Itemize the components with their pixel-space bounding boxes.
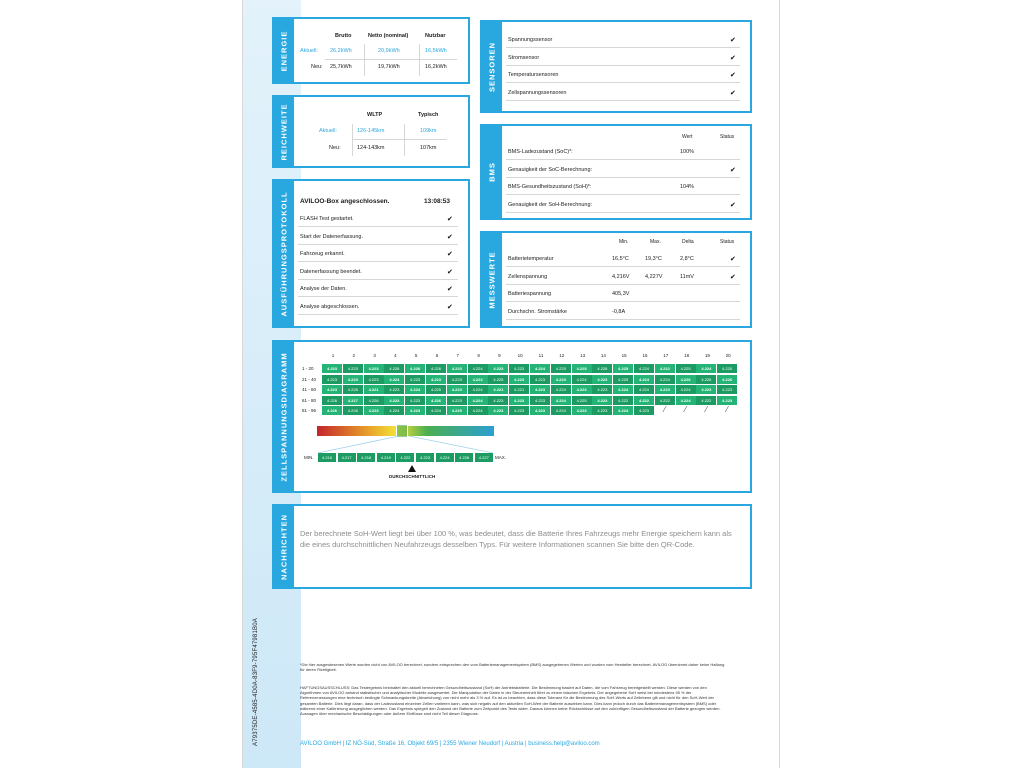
voltage-cell: 4.223 [530, 385, 550, 394]
messwerte-cell: 405,3V [612, 291, 630, 297]
messwerte-rule [506, 319, 740, 320]
bms-row-label: Genauigkeit der SoH-Berechnung: [508, 201, 593, 208]
reichweite-row-label: Aktuell: [319, 128, 338, 134]
voltage-cell: 4.222 [634, 396, 654, 405]
sensor-item: Stromsensor [508, 54, 540, 61]
energie-row-label: Aktuell: [300, 48, 319, 54]
column-number: 9 [498, 353, 501, 358]
bms-row-label: Genauigkeit der SoC-Berechnung: [508, 166, 593, 173]
bms-rule [506, 159, 740, 160]
voltage-cell: 4.223 [509, 375, 529, 384]
voltage-cell: 4.224 [551, 385, 571, 394]
protokoll-rule [298, 244, 458, 245]
voltage-cell: 4.223 [447, 375, 467, 384]
protokoll-rule [298, 226, 458, 227]
voltage-cell: 4.223 [447, 385, 467, 394]
messwerte-header-min: Min. [619, 239, 629, 245]
voltage-cell: 4.225 [488, 375, 508, 384]
column-number: 5 [414, 353, 418, 358]
column-number: 4 [394, 353, 397, 358]
voltage-cell: 4.224 [468, 385, 488, 394]
check-icon: ✔ [730, 273, 736, 281]
voltage-cell: 4.225 [551, 364, 571, 373]
voltage-cell: 4.224 [634, 375, 654, 384]
messwerte-side-label: MESSWERTE [482, 233, 502, 326]
messwerte-rule [506, 266, 740, 267]
voltage-cell: 4.222 [613, 396, 633, 405]
voltage-cell: 4.221 [364, 385, 384, 394]
voltage-cell: 4.226 [343, 385, 363, 394]
messwerte-rule [506, 301, 740, 302]
row-label: 61 - 80 [302, 397, 317, 403]
reichweite-cell: 124-143km [357, 145, 385, 151]
voltage-cell: 4.223 [717, 385, 737, 394]
voltage-cell: 4.225 [613, 375, 633, 384]
protokoll-item: Analyse abgeschlossen. [300, 303, 360, 310]
empty-cell: ⁄ [655, 406, 675, 415]
voltage-cell: 4.226 [696, 375, 716, 384]
protokoll-header: AVILOO-Box angeschlossen. [300, 198, 390, 205]
voltage-cell: 4.225 [426, 385, 446, 394]
voltage-cell: 4.221 [509, 385, 529, 394]
scale-cell: 4.219 [377, 453, 395, 462]
check-icon: ✔ [730, 89, 736, 97]
company-footer: AVILOO GmbH | IZ NÖ-Süd, Straße 16, Objekt 69/5 | 2355 Wiener Neudorf | Austria | business.help@aviloo.com [300, 741, 600, 747]
protokoll-item: Analyse der Daten. [300, 286, 347, 292]
column-number: 2 [352, 353, 356, 358]
check-icon: ✔ [730, 72, 736, 79]
protokoll-rule [298, 314, 458, 315]
column-number: 20 [725, 353, 731, 358]
voltage-cell: 4.223 [343, 364, 363, 373]
voltage-cell: 4.223 [592, 406, 612, 415]
column-number: 10 [517, 353, 523, 358]
sensor-rule [506, 65, 740, 66]
zell-box [272, 340, 752, 493]
voltage-cell: 4.226 [676, 375, 696, 384]
voltage-cell: 4.223 [384, 396, 404, 405]
voltage-cell: 4.226 [592, 364, 612, 373]
voltage-cell: 4.223 [717, 396, 737, 405]
column-number: 15 [621, 353, 627, 358]
bms-rule [506, 212, 740, 213]
sensor-rule [506, 47, 740, 48]
reichweite-row-label: Neu: [329, 145, 341, 151]
column-number: 11 [538, 353, 544, 358]
voltage-cell: 4.223 [592, 385, 612, 394]
voltage-cell: 4.226 [322, 406, 342, 415]
row-label: 41 - 60 [302, 387, 317, 392]
zoom-lines [317, 436, 494, 454]
voltage-cell: 4.223 [322, 364, 342, 373]
empty-cell: ⁄ [717, 406, 737, 415]
messwerte-cell: 16,5°C [612, 256, 629, 262]
bms-row-label: BMS-Ladezustand (SoC)*: [508, 149, 573, 155]
footnote-bms: *Die hier ausgewiesenen Werte wurden nicht von AVILOO berechnet, sondern entsprechen den vom Batteriemanagementsystem (BMS) ausgegebenen Werten und wurden vom Hersteller berechnet. AVILOO übernimmt daher keine Haftung für deren Richtigkeit. [300, 662, 725, 673]
voltage-cell: 4.220 [717, 364, 737, 373]
sensor-item: Temperatursensoren [508, 72, 559, 78]
energie-header-netto: Netto (nominal) [368, 33, 409, 39]
check-icon: ✔ [730, 37, 736, 44]
voltage-cell: 4.223 [530, 396, 550, 405]
messwerte-rule [506, 284, 740, 285]
bms-row-label: BMS-Gesundheitszustand (SoH)*: [508, 184, 592, 190]
voltage-cell: 4.223 [530, 375, 550, 384]
scale-min-label: MIN. [304, 455, 314, 460]
energie-cell: 19,7kWh [378, 64, 400, 70]
voltage-cell: 4.226 [426, 364, 446, 373]
check-icon: ✔ [447, 303, 453, 311]
voltage-cell: 4.221 [488, 385, 508, 394]
voltage-cell: 4.224 [405, 385, 425, 394]
column-number: 6 [435, 353, 439, 358]
bms-side-label: BMS [482, 126, 502, 218]
check-icon: ✔ [447, 268, 453, 276]
voltage-cell: 4.223 [592, 375, 612, 384]
scale-cell: 4.222 [396, 453, 414, 462]
column-number: 16 [642, 353, 648, 358]
energie-header-brutto: Brutto [335, 33, 352, 39]
voltage-cell: 4.223 [322, 375, 342, 384]
messwerte-cell: 2,8°C [680, 256, 694, 262]
voltage-cell: 4.223 [468, 375, 488, 384]
column-number: 18 [684, 353, 690, 358]
footnote-disclaimer: HAFTUNGSAUSSCHLUSS: Das Testergebnis beinhaltet den aktuell berechneten Gesundheitszustand (SoH) der Antriebsbatterie. Die Bestimmung basiert auf Daten, die vom Fahrzeug bereitgestellt werden. Diese werden von den Algorithmen von AVILOO anhand statistischer und analytischer Modelle ausgewertet. Die Manipulation der Daten in der Steuereinheit führt zu einem falschen Ergebnis. Der angegebene SoH weist bei mindestens 95 % der Referenzmessungen eine technisch bedingte Schwankungsbreite (Abweichung) von nicht mehr als 3 % auf. Es ist zu beachten, dass diese Toleranz für die Bestimmung des SoH-Werts auf Zellebene gilt und nicht für den SoH-Wert der gesamten Batterie. Dies liegt daran, dass der Ladezustand einzelner Zellen variieren kann, was sich negativ auf den aktuellen SoH-Wert der Batterie auswirken kann. Dies kann jedoch durch das Batteriemanagementsystem (BMS) oder während einer Kalibrierung ausgeglichen werden. Das Ergebnis spiegelt den Zustand der Batterie zum Zeitpunkt des Tests wider. Daraus können keine Rückschlüsse auf den zukünftigen Gesundheitszustand der Batterie gezogen werden. Aussagen über mechanische Beschädigungen oder äußere Einflüsse sind nicht Teil dieser Diagnose. [300, 685, 721, 717]
voltage-cell: 4.226 [364, 396, 384, 405]
voltage-cell: 4.223 [364, 364, 384, 373]
voltage-cell: 4.223 [488, 364, 508, 373]
messwerte-row-label: Batteriespannung [508, 291, 552, 297]
voltage-cell: 4.223 [488, 406, 508, 415]
voltage-cell: 4.224 [696, 364, 716, 373]
scale-cell: 4.217 [338, 453, 356, 462]
column-number: 14 [600, 353, 606, 358]
voltage-cell: 4.223 [634, 406, 654, 415]
voltage-cell: 4.224 [676, 385, 696, 394]
reichweite-side-label: REICHWEITE [274, 97, 294, 166]
scale-max-label: MAX. [495, 455, 507, 460]
protokoll-side-label: AUSFÜHRUNGSPROTOKOLL [274, 181, 294, 326]
voltage-cell: 4.224 [572, 375, 592, 384]
voltage-cell: 4.223 [343, 375, 363, 384]
voltage-cell: 4.223 [384, 385, 404, 394]
sensoren-side-label: SENSOREN [482, 22, 502, 111]
voltage-cell: 4.223 [322, 385, 342, 394]
column-number: 13 [580, 353, 586, 358]
voltage-cell: 4.223 [696, 385, 716, 394]
column-number: 19 [704, 353, 710, 358]
voltage-cell: 4.225 [572, 396, 592, 405]
voltage-cell: 4.222 [655, 364, 675, 373]
messwerte-cell: 19,3°C [645, 256, 662, 262]
messwerte-cell: -0,8A [612, 308, 626, 315]
messwerte-header-max: Max. [650, 239, 661, 245]
column-number: 8 [477, 353, 480, 358]
average-label: DURCHSCHNITTLICH [389, 474, 436, 479]
voltage-cell: 4.225 [676, 364, 696, 373]
voltage-cell: 4.223 [405, 406, 425, 415]
reichweite-cell: 126-145km [357, 128, 385, 134]
messwerte-row-label: Batterietemperatur [508, 256, 554, 262]
row-label: 1 - 20 [302, 366, 314, 371]
protokoll-rule [298, 296, 458, 297]
voltage-cell: 4.223 [488, 396, 508, 405]
scale-cell: 4.224 [436, 453, 454, 462]
protokoll-rule [298, 261, 458, 262]
voltage-cell: 4.223 [572, 406, 592, 415]
voltage-cell: 4.226 [384, 364, 404, 373]
bms-header-status: Status [720, 134, 735, 140]
voltage-cell: 4.223 [509, 364, 529, 373]
voltage-cell: 4.224 [468, 396, 488, 405]
protokoll-time: 13:08:53 [424, 198, 451, 205]
voltage-cell: 4.225 [572, 364, 592, 373]
sensor-item: Zellspannungssensoren [508, 89, 567, 96]
energie-header-nutzbar: Nutzbar [425, 33, 446, 39]
voltage-cell: 4.223 [405, 396, 425, 405]
empty-cell: ⁄ [676, 406, 696, 415]
voltage-cell: 4.222 [696, 396, 716, 405]
check-icon: ✔ [447, 251, 453, 258]
voltage-cell: 4.226 [426, 396, 446, 405]
check-icon: ✔ [730, 166, 736, 174]
scale-cell: 4.226 [455, 453, 473, 462]
voltage-cell: 4.224 [551, 396, 571, 405]
voltage-cell: 4.225 [447, 406, 467, 415]
voltage-cell: 4.223 [551, 375, 571, 384]
voltage-cell: 4.223 [655, 385, 675, 394]
voltage-cell: 4.224 [613, 385, 633, 394]
scale-cell: 4.223 [416, 453, 434, 462]
voltage-cell: 4.224 [551, 406, 571, 415]
reichweite-divider [352, 124, 353, 156]
messwerte-cell: 4,216V [612, 273, 630, 280]
voltage-cell: 4.223 [364, 375, 384, 384]
voltage-cell: 4.223 [509, 406, 529, 415]
protokoll-item: Start der Datenerfassung. [300, 233, 363, 240]
bms-row-value: 104% [680, 184, 695, 190]
check-icon: ✔ [730, 201, 736, 209]
voltage-cell: 4.224 [676, 396, 696, 405]
voltage-cell: 4.226 [322, 396, 342, 405]
energie-cell: 20,9kWh [378, 48, 400, 54]
energie-cell: 25,7kWh [330, 64, 352, 70]
voltage-cell: 4.227 [343, 396, 363, 405]
messwerte-header-delta: Delta [682, 239, 694, 245]
reichweite-cell: 109km [420, 128, 437, 134]
protokoll-item: FLASH Test gestartet. [300, 216, 354, 222]
bms-rule [506, 194, 740, 195]
scale-cell: 4.227 [475, 453, 493, 462]
column-number: 12 [559, 353, 565, 358]
voltage-cell: 4.224 [613, 406, 633, 415]
messwerte-row-label: Zellenspannung [508, 273, 548, 280]
reichweite-header-typisch: Typisch [418, 112, 439, 118]
average-marker [408, 465, 416, 472]
document-id: A79375DE-4585-4D0A-83F9-795F47981B0A [253, 618, 259, 746]
reichweite-divider [404, 124, 405, 156]
zell-side-label: ZELLSPANNUNGSDIAGRAMM [274, 342, 294, 491]
sensor-item: Spannungssensor [508, 37, 553, 43]
voltage-cell: 4.224 [655, 375, 675, 384]
messwerte-cell: 4,227V [645, 273, 663, 280]
scale-cell: 4.218 [357, 453, 375, 462]
energie-divider [419, 44, 420, 76]
scale-row [318, 453, 493, 464]
nachrichten-side-label: NACHRICHTEN [274, 506, 294, 587]
voltage-cell: 4.223 [530, 406, 550, 415]
column-number: 17 [663, 353, 669, 358]
voltage-cell: 4.223 [447, 364, 467, 373]
voltage-cell: 4.226 [343, 406, 363, 415]
voltage-cell: 4.224 [384, 406, 404, 415]
check-icon: ✔ [730, 256, 736, 263]
protokoll-item: Datenerfassung beendet. [300, 268, 362, 275]
energie-side-label: ENERGIE [274, 19, 294, 82]
reichweite-header-wltp: WLTP [367, 112, 383, 118]
sensor-rule [506, 82, 740, 83]
bms-header-wert: Wert [682, 134, 693, 140]
column-number: 1 [331, 353, 335, 358]
energie-cell: 16,2kWh [425, 64, 447, 70]
voltage-cell: 4.223 [364, 406, 384, 415]
voltage-cell: 4.223 [592, 396, 612, 405]
messwerte-header-status: Status [720, 239, 735, 245]
empty-cell: ⁄ [696, 406, 716, 415]
voltage-cell: 4.223 [572, 385, 592, 394]
protokoll-rule [298, 279, 458, 280]
check-icon: ✔ [447, 216, 453, 223]
voltage-cell: 4.226 [405, 364, 425, 373]
energie-row-label: Neu: [311, 64, 323, 70]
voltage-cell: 4.224 [468, 406, 488, 415]
voltage-cell: 4.224 [468, 364, 488, 373]
reichweite-cell: 107km [420, 145, 437, 151]
voltage-cell: 4.223 [447, 396, 467, 405]
check-icon: ✔ [447, 286, 453, 293]
nachrichten-text: Der berechnete SoH-Wert liegt bei über 100 %, was bedeutet, dass die Batterie Ihres Fahrzeugs mehr Energie speichern kann als die eines durchschnittlichen Neufahrzeugs desselben Typs. Für weitere Informationen scannen Sie bitte den QR-Code. [300, 529, 732, 549]
voltage-cell: 4.223 [405, 375, 425, 384]
voltage-cell: 4.224 [384, 375, 404, 384]
energie-cell: 16,5kWh [425, 48, 447, 54]
reichweite-rule [352, 139, 447, 140]
voltage-cell: 4.225 [613, 364, 633, 373]
bms-rule [506, 177, 740, 178]
voltage-cell: 4.224 [634, 385, 654, 394]
voltage-cell: 4.224 [530, 364, 550, 373]
voltage-cell: 4.224 [426, 406, 446, 415]
energie-divider [364, 44, 365, 76]
voltage-cell: 4.223 [509, 396, 529, 405]
check-icon: ✔ [730, 54, 736, 62]
row-label: 21 - 40 [302, 376, 317, 382]
sensor-rule [506, 100, 740, 101]
protokoll-item: Fahrzeug erkannt. [300, 251, 345, 257]
voltage-cell: 4.223 [426, 375, 446, 384]
column-number: 7 [456, 353, 460, 358]
energie-rule [325, 59, 457, 60]
bms-row-value: 100% [680, 149, 695, 155]
voltage-cell: 4.224 [634, 364, 654, 373]
energie-cell: 26,2kWh [330, 48, 352, 54]
row-label: 81 - 96 [302, 408, 317, 413]
messwerte-row-label: Durchschn. Stromstärke [508, 308, 567, 315]
voltage-cell: 4.222 [655, 396, 675, 405]
scale-cell: 4.216 [318, 453, 336, 462]
voltage-cell: 4.226 [717, 375, 737, 384]
column-number: 3 [373, 353, 376, 358]
messwerte-cell: 11mV [680, 273, 694, 280]
check-icon: ✔ [447, 233, 453, 241]
